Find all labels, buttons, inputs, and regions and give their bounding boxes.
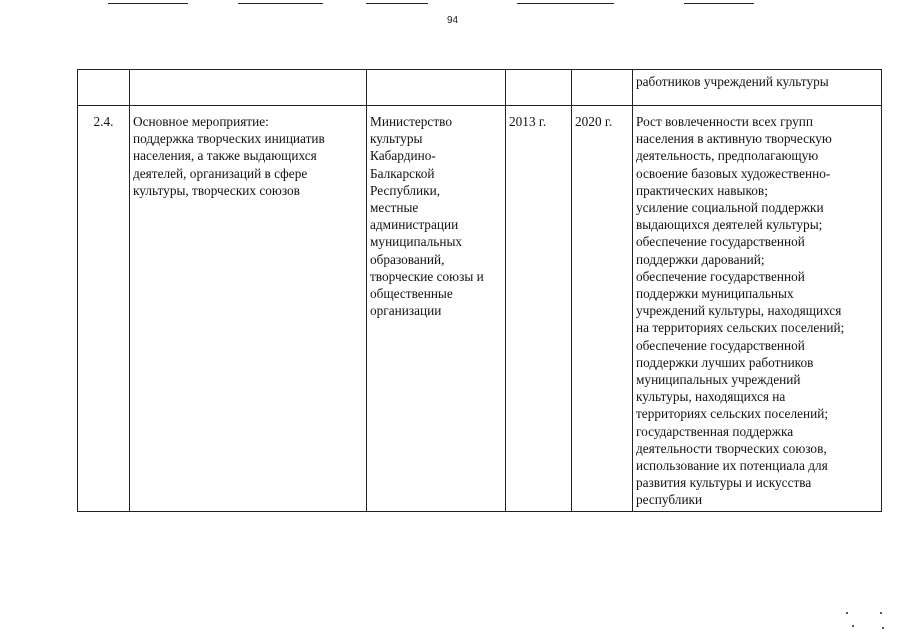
activity-line: Основное мероприятие: <box>133 114 269 129</box>
result-line: на территориях сельских поселений; <box>636 320 845 336</box>
result-line: практических навыков; <box>636 182 768 198</box>
result-line: культуры, находящихся на <box>636 389 786 405</box>
executor-line: творческие союзы и <box>370 268 484 284</box>
scan-speck <box>880 612 882 614</box>
executor-cell <box>367 70 506 106</box>
table-row <box>78 106 882 512</box>
activity-cell <box>130 70 367 106</box>
executor-line: общественные <box>370 286 453 302</box>
result-line: территориях сельских поселений; <box>636 406 829 422</box>
result-line: республики <box>636 492 703 508</box>
result-line: усиление социальной поддержки <box>636 200 824 216</box>
row-number: 2.4. <box>78 106 130 512</box>
executor-line: Кабардино- <box>370 148 436 164</box>
end-year-cell: 2020 г. <box>572 106 633 512</box>
activity-line: населения, а также выдающихся <box>133 148 317 164</box>
result-line: обеспечение государственной <box>636 337 805 353</box>
header-rule <box>684 3 754 4</box>
result-line: деятельность, предполагающую <box>636 148 819 164</box>
header-rule <box>238 3 323 4</box>
result-line: обеспечение государственной <box>636 268 805 284</box>
activity-line: культуры, творческих союзов <box>133 182 300 198</box>
start-year-cell: 2013 г. <box>506 106 572 512</box>
result-line: муниципальных учреждений <box>636 372 801 388</box>
header-rule <box>108 3 188 4</box>
result-line: развития культуры и искусства <box>636 475 812 491</box>
scan-speck <box>882 627 884 629</box>
result-line: освоение базовых художественно- <box>636 165 831 181</box>
result-line: поддержки дарований; <box>636 251 765 267</box>
executor-line: муниципальных <box>370 234 463 250</box>
result-line: поддержки муниципальных <box>636 286 794 302</box>
executor-line: культуры <box>370 131 423 147</box>
activity-line: деятелей, организаций в сфере <box>133 165 308 181</box>
executor-cell <box>367 106 506 512</box>
program-activities-table <box>77 69 882 512</box>
result-line: выдающихся деятелей культуры; <box>636 217 823 233</box>
result-line: государственная поддержка <box>636 423 794 439</box>
executor-line: образований, <box>370 251 445 267</box>
executor-line: администрации <box>370 217 459 233</box>
activity-line: поддержка творческих инициатив <box>133 131 325 147</box>
page-number: 94 <box>446 15 459 26</box>
executor-line: местные <box>370 200 419 216</box>
scan-speck <box>852 625 854 627</box>
result-line: населения в активную творческую <box>636 131 832 147</box>
result-cell: работников учреждений культуры <box>633 70 882 106</box>
result-line: учреждений культуры, находящихся <box>636 303 842 319</box>
executor-line: Республики, <box>370 182 441 198</box>
continuation-row <box>78 70 882 106</box>
result-line: обеспечение государственной <box>636 234 805 250</box>
executor-line: Балкарской <box>370 165 435 181</box>
result-line: Рост вовлеченности всех групп <box>636 114 813 129</box>
result-line: деятельности творческих союзов, <box>636 440 827 456</box>
result-line: использование их потенциала для <box>636 458 828 474</box>
header-rule <box>517 3 614 4</box>
activity-cell <box>130 106 367 512</box>
end-year-cell <box>572 70 633 106</box>
result-cell <box>633 106 882 512</box>
scan-speck <box>846 612 848 614</box>
header-rule <box>366 3 428 4</box>
result-line: поддержки лучших работников <box>636 354 814 370</box>
number-cell <box>78 70 130 106</box>
executor-line: организации <box>370 303 442 319</box>
start-year-cell <box>506 70 572 106</box>
executor-line: Министерство <box>370 114 452 129</box>
